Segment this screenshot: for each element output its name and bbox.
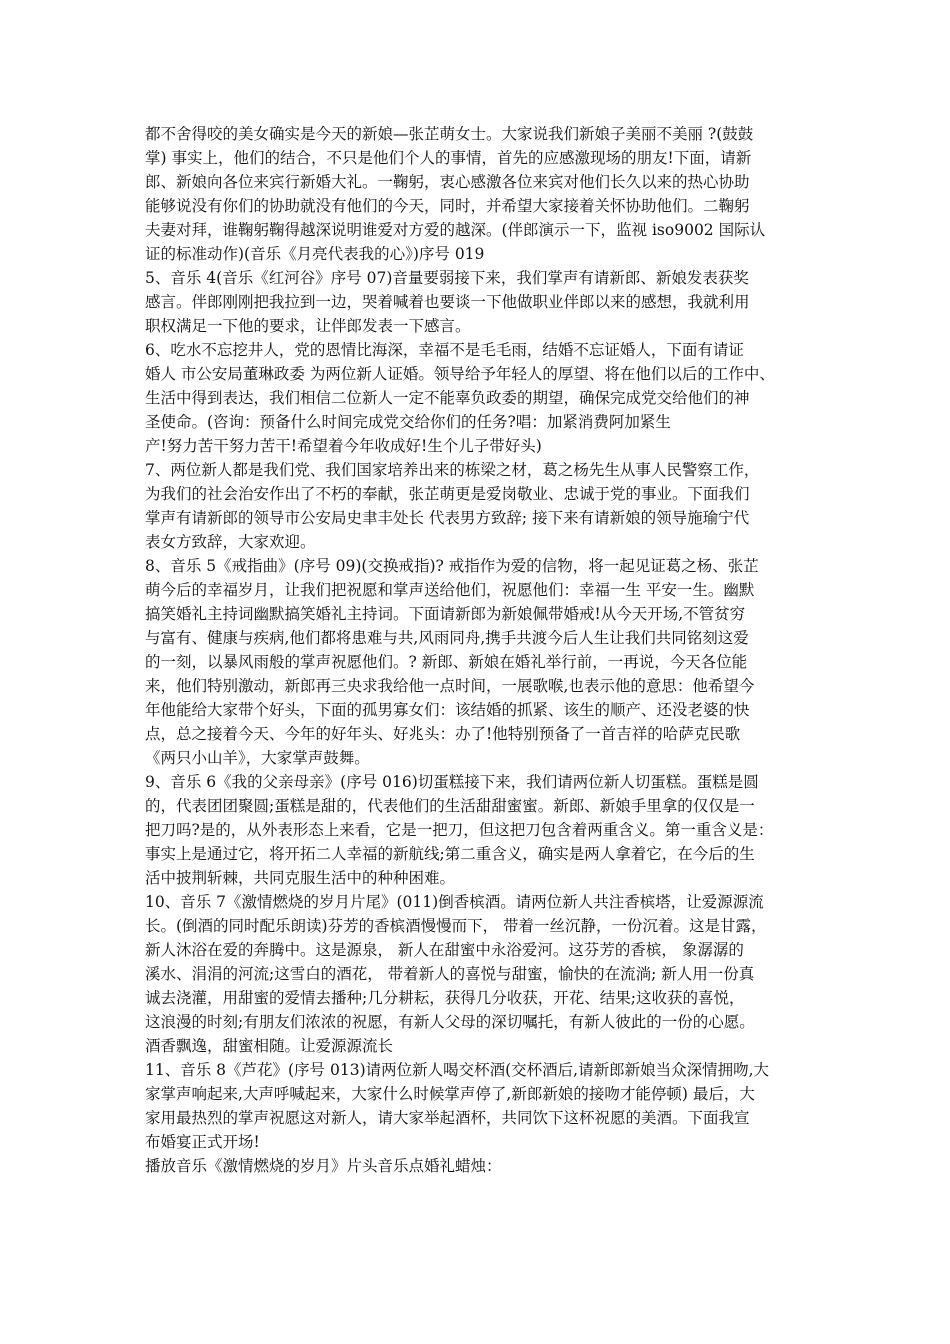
text-line: 证的标准动作)(音乐《月亮代表我的心》)序号 019	[145, 245, 485, 263]
text-line: 7、两位新人都是我们党、我们国家培养出来的栋梁之材，葛之杨先生从事人民警察工作，	[145, 461, 760, 479]
text-line: 夫妻对拜，谁鞠躬鞠得越深说明谁爱对方爱的越深。(伴郎演示一下，监视 iso9002 国际认	[145, 221, 766, 239]
text-line: 家用最热烈的掌声祝愿这对新人，请大家举起酒杯，共同饮下这杯祝愿的美酒。下面我宣	[145, 1109, 750, 1127]
paragraph	[145, 890, 810, 1058]
text-line: 事实上是通过它，将开拓二人幸福的新航线;第二重含义，确实是两人拿着它，在今后的生	[145, 845, 755, 863]
text-line: 郎、新娘向各位来宾行新婚大礼。一鞠躬，衷心感激各位来宾对他们长久以来的热心协助	[145, 173, 750, 191]
text-line: 点，总之接着今天、今年的好年头、好兆头：办了!他特别预备了一首吉祥的哈萨克民歌	[145, 725, 741, 743]
paragraph	[145, 554, 810, 770]
text-line: 年他能给大家带个好头，下面的孤男寡女们：该结婚的抓紧、该生的顺产、还没老婆的快	[145, 701, 750, 719]
paragraph	[145, 458, 810, 554]
text-line: 婚人 市公安局董琳政委 为两位新人证婚。领导给予年轻人的厚望、将在他们以后的工作中、	[145, 365, 775, 383]
text-line: 表女方致辞，大家欢迎。	[145, 533, 316, 551]
text-line: 《两只小山羊》，大家掌声鼓舞。	[145, 749, 370, 767]
text-line: 把刀吗?是的，从外表形态上来看，它是一把刀，但这把刀包含着两重含义。第一重含义是：	[145, 821, 774, 839]
text-line: 6、吃水不忘挖井人，党的恩情比海深，幸福不是毛毛雨，结婚不忘证婚人，下面有请证	[145, 341, 744, 359]
text-line: 与富有、健康与疾病,他们都将患难与共,风雨同舟,携手共渡今后人生让我们共同铭刻这爱	[145, 629, 749, 647]
text-line: 萌今后的幸福岁月，让我们把祝愿和掌声送给他们，祝愿他们：幸福一生 平安一生。幽默	[145, 581, 755, 599]
paragraph	[145, 122, 810, 266]
text-line: 产!努力苦干努力苦干!希望着今年收成好!生个儿子带好头)	[145, 437, 542, 455]
text-line: 圣使命。(咨询：预备什么时间完成党交给你们的任务?唱：加紧消费阿加紧生	[145, 413, 671, 431]
text-line: 长。(倒酒的同时配乐朗读)芬芳的香槟酒慢慢而下， 带着一丝沉静，一份沉着。这是甘露，	[145, 917, 767, 935]
text-line: 酒香飘逸，甜蜜相随。让爱源源流长	[145, 1037, 394, 1055]
text-line: 来，他们特别激动，新郎再三央求我给他一点时间，一展歌喉,也表示他的意思：他希望今	[145, 677, 755, 695]
text-line: 诚去浇灌，用甜蜜的爱情去播种;几分耕耘，获得几分收获，开花、结果;这收获的喜悦，	[145, 989, 745, 1007]
text-line: 都不舍得咬的美女确实是今天的新娘—张芷萌女士。大家说我们新娘子美丽不美丽 ?(鼓鼓	[145, 125, 754, 143]
text-line: 活中披荆斩棘，共同克服生活中的种种困难。	[145, 869, 456, 887]
text-line: 职权满足一下他的要求，让伴郎发表一下感言。	[145, 317, 471, 335]
text-line: 播放音乐《激情燃烧的岁月》片头音乐点婚礼蜡烛：	[145, 1157, 502, 1175]
text-line: 掌声有请新郎的领导市公安局史聿丰处长 代表男方致辞; 接下来有请新娘的领导施瑜宁代	[145, 509, 750, 527]
paragraph	[145, 266, 810, 338]
text-line: 布婚宴正式开场!	[145, 1133, 260, 1151]
text-line: 家掌声响起来,大声呼喊起来，大家什么时候掌声停了,新郎新娘的接吻才能停顿) 最后，大	[145, 1085, 755, 1103]
text-line: 9、音乐 6《我的父亲母亲》(序号 016)切蛋糕接下来，我们请两位新人切蛋糕。蛋糕是圆	[145, 773, 759, 791]
text-line: 搞笑婚礼主持词幽默搞笑婚礼主持词。下面请新郎为新娘佩带婚戒!从今天开场,不管贫穷	[145, 605, 746, 623]
text-line: 的，代表团团聚圆;蛋糕是甜的，代表他们的生活甜甜蜜蜜。新郎、新娘手里拿的仅仅是一	[145, 797, 755, 815]
text-line: 为我们的社会治安作出了不朽的奉献，张芷萌更是爱岗敬业、忠诚于党的事业。下面我们	[145, 485, 750, 503]
text-line: 溪水、涓涓的河流;这雪白的酒花， 带着新人的喜悦与甜蜜，愉快的在流淌; 新人用一份真	[145, 965, 755, 983]
text-line: 感言。伴郎刚刚把我拉到一边，哭着喊着也要谈一下他做职业伴郎以来的感想，我就利用	[145, 293, 750, 311]
text-line: 10、音乐 7《激情燃烧的岁月片尾》(011)倒香槟酒。请两位新人共注香槟塔，让爱源源流	[145, 893, 764, 911]
paragraph	[145, 770, 810, 890]
text-line: 11、音乐 8《芦花》(序号 013)请两位新人喝交杯酒(交杯酒后,请新郎新娘当众深情拥吻,大	[145, 1061, 770, 1079]
text-line: 8、音乐 5《戒指曲》(序号 09)(交换戒指)? 戒指作为爱的信物，将一起见证葛之杨、张芷	[145, 557, 759, 575]
text-line: 能够说没有你们的协助就没有他们的今天，同时，并希望大家接着关怀协助他们。二鞠躬	[145, 197, 750, 215]
text-line: 这浪漫的时刻;有朋友们浓浓的祝愿，有新人父母的深切嘱托，有新人彼此的一份的心愿。	[145, 1013, 755, 1031]
text-line: 生活中得到表达，我们相信二位新人一定不能辜负政委的期望，确保完成党交给他们的神	[145, 389, 750, 407]
paragraph	[145, 1058, 810, 1154]
text-line: 掌) 事实上，他们的结合，不只是他们个人的事情，首先的应感激现场的朋友!下面，请新	[145, 149, 752, 167]
document-body	[145, 122, 810, 1178]
text-line: 5、音乐 4(音乐《红河谷》序号 07)音量要弱接下来，我们掌声有请新郎、新娘发表获奖	[145, 269, 749, 287]
paragraph	[145, 1154, 810, 1178]
text-line: 的一刻，以暴风雨般的掌声祝愿他们。? 新郎、新娘在婚礼举行前，一再说，今天各位能	[145, 653, 748, 671]
paragraph	[145, 338, 810, 458]
text-line: 新人沐浴在爱的奔腾中。这是源泉， 新人在甜蜜中永浴爱河。这芬芳的香槟， 象潺潺的	[145, 941, 744, 959]
